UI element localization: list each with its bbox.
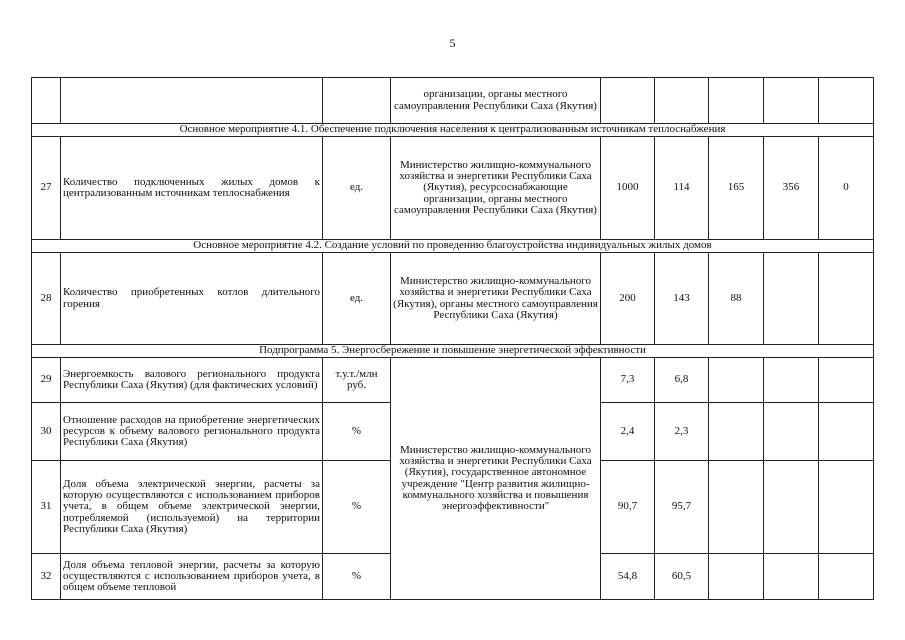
value-2: 6,8 xyxy=(655,358,709,403)
indicator-name-cell xyxy=(61,78,323,124)
row-number: 27 xyxy=(32,137,61,240)
value-cell xyxy=(601,78,655,124)
value-cell xyxy=(709,78,764,124)
value-5 xyxy=(819,358,874,403)
unit: т.у.т./млн руб. xyxy=(323,358,391,403)
value-3: 88 xyxy=(709,253,764,345)
value-1: 54,8 xyxy=(601,554,655,600)
subprogram-header-5 xyxy=(32,345,874,358)
indicator-name: Отношение расходов на приобретение энергетических ресурсов к объему валового регионального продукта Республики Саха (Якутия) xyxy=(61,403,323,461)
value-4 xyxy=(764,554,819,600)
value-cell xyxy=(819,78,874,124)
value-cell xyxy=(655,78,709,124)
row-number: 29 xyxy=(32,358,61,403)
value-4 xyxy=(764,358,819,403)
value-3 xyxy=(709,403,764,461)
table-row-27 xyxy=(32,137,874,240)
value-5 xyxy=(819,403,874,461)
table-row-29 xyxy=(32,358,874,403)
table-row-28 xyxy=(32,253,874,345)
row-number-cell xyxy=(32,78,61,124)
unit: ед. xyxy=(323,253,391,345)
indicator-name: Доля объема тепловой энергии, расчеты за которую осуществляются с использованием приборов учета, в общем объеме тепловой xyxy=(61,554,323,600)
unit: % xyxy=(323,403,391,461)
value-5 xyxy=(819,554,874,600)
section-header-4-1 xyxy=(32,124,874,137)
unit: ед. xyxy=(323,137,391,240)
indicator-name: Количество подключенных жилых домов к централизованным источникам теплоснабжения xyxy=(61,137,323,240)
row-number: 31 xyxy=(32,461,61,554)
indicator-name: Доля объема электрической энергии, расчеты за которую осуществляются с использованием приборов учета, в общем объеме электрической энергии, потребляемой (используемой) на территории Республики Саха (Якутия) xyxy=(61,461,323,554)
indicator-name: Энергоемкость валового регионального продукта Республики Саха (Якутия) (для фактических условий) xyxy=(61,358,323,403)
section-header-4-2 xyxy=(32,240,874,253)
value-2: 60,5 xyxy=(655,554,709,600)
value-4 xyxy=(764,253,819,345)
value-3 xyxy=(709,358,764,403)
section-title: Основное мероприятие 4.1. Обеспечение подключения населения к централизованным источникам теплоснабжения xyxy=(32,124,874,137)
value-3: 165 xyxy=(709,137,764,240)
value-3 xyxy=(709,461,764,554)
value-2: 114 xyxy=(655,137,709,240)
row-number: 28 xyxy=(32,253,61,345)
executor: Министерство жилищно-коммунального хозяйства и энергетики Республики Саха (Якутия), органы местного самоуправления Республики Саха (Якутия) xyxy=(391,253,601,345)
value-cell xyxy=(764,78,819,124)
value-2: 95,7 xyxy=(655,461,709,554)
value-1: 90,7 xyxy=(601,461,655,554)
value-2: 2,3 xyxy=(655,403,709,461)
value-4: 356 xyxy=(764,137,819,240)
indicator-name: Количество приобретенных котлов длительного горения xyxy=(61,253,323,345)
value-4 xyxy=(764,403,819,461)
value-5 xyxy=(819,253,874,345)
value-4 xyxy=(764,461,819,554)
value-1: 7,3 xyxy=(601,358,655,403)
unit: % xyxy=(323,461,391,554)
value-5 xyxy=(819,461,874,554)
value-2: 143 xyxy=(655,253,709,345)
executor: Министерство жилищно-коммунального хозяйства и энергетики Республики Саха (Якутия), ресурсоснабжающие организации, органы местного самоуправления Республики Саха (Якутия) xyxy=(391,137,601,240)
unit-cell xyxy=(323,78,391,124)
value-1: 2,4 xyxy=(601,403,655,461)
row-number: 32 xyxy=(32,554,61,600)
value-1: 1000 xyxy=(601,137,655,240)
value-3 xyxy=(709,554,764,600)
row-number: 30 xyxy=(32,403,61,461)
indicators-table xyxy=(31,77,874,600)
page-number: 5 xyxy=(449,36,456,50)
subprogram-title: Подпрограмма 5. Энергосбережение и повышение энергетической эффективности xyxy=(32,345,874,358)
value-5: 0 xyxy=(819,137,874,240)
executor-cell: организации, органы местного самоуправления Республики Саха (Якутия) xyxy=(391,78,601,124)
unit: % xyxy=(323,554,391,600)
executor: Министерство жилищно-коммунального хозяйства и энергетики Республики Саха (Якутия), государственное автономное учреждение "Центр развития жилищно-коммунального хозяйства и повышения энергоэффективности" xyxy=(391,358,601,600)
value-1: 200 xyxy=(601,253,655,345)
table-row-continued xyxy=(32,78,874,124)
section-title: Основное мероприятие 4.2. Создание условий по проведению благоустройства индивидуальных жилых домов xyxy=(32,240,874,253)
